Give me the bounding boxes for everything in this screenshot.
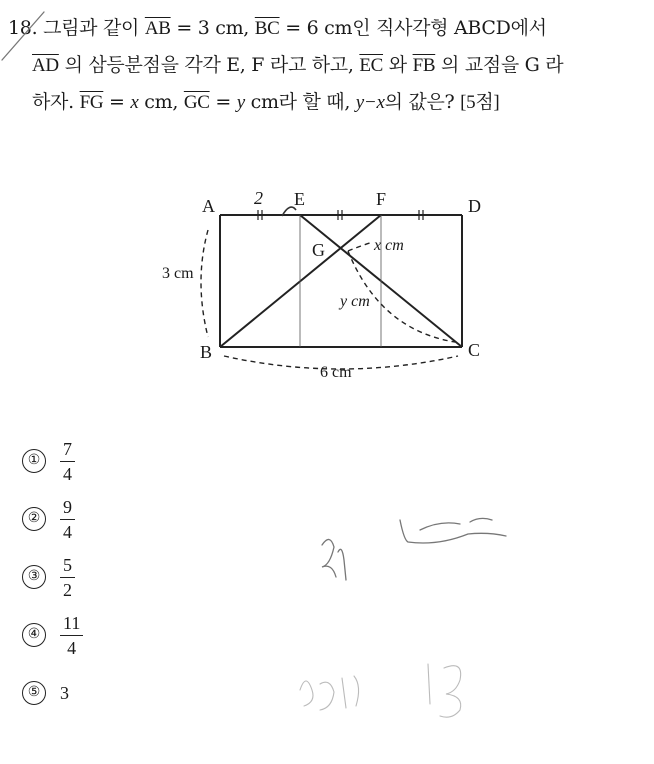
variable-x: x [130, 92, 139, 113]
fraction [60, 497, 75, 542]
answer-choices [22, 432, 222, 722]
problem-text-fragment: 의 값은? [384, 91, 461, 113]
problem-line-2 [8, 47, 648, 84]
choice-number: ⑤ [22, 681, 46, 705]
faint-pencil-marks [300, 676, 359, 710]
label-f: F [376, 189, 387, 209]
variable-y: y [236, 92, 245, 113]
problem-text-fragment: = 6 cm인 직사각형 ABCD에서 [279, 17, 547, 39]
dimension-curve-fg [348, 242, 373, 251]
problem-text-fragment: 의 교점을 G 라 [435, 54, 564, 76]
problem-text-fragment: 그림과 같이 [43, 17, 145, 39]
choice-2[interactable] [22, 490, 222, 548]
denominator: 2 [63, 579, 72, 600]
segment-ad: $\overline{AD}$ [32, 55, 59, 76]
choice-3[interactable] [22, 548, 222, 606]
segment-ab: $\overline{AB}$ [144, 18, 171, 39]
choice-5[interactable] [22, 664, 222, 722]
diagram-svg [150, 180, 510, 395]
denominator: 4 [63, 463, 72, 484]
segment-bc: $\overline{BC}$ [254, 18, 280, 39]
fraction [60, 439, 75, 484]
numerator: 9 [60, 497, 75, 520]
numerator: 5 [60, 555, 75, 578]
choice-value: 3 [60, 682, 69, 703]
problem-text-fragment: = [209, 91, 237, 113]
label-gc-length: y cm [340, 293, 370, 310]
label-g: G [312, 240, 325, 260]
problem-text-fragment: cm, [138, 91, 184, 113]
problem-text-fragment: = [103, 91, 131, 113]
problem-text-fragment: 의 삼등분점을 각각 E, F 라고 하고, [58, 54, 360, 76]
problem-line-1 [8, 10, 648, 47]
label-fg-length: x cm [374, 237, 404, 254]
choice-number: ④ [22, 623, 46, 647]
pencil-scribble [400, 518, 506, 543]
choice-number: ① [22, 449, 46, 473]
handwritten-two: 2 [254, 188, 263, 208]
label-side-bc: 6 cm [320, 364, 352, 381]
label-e: E [294, 189, 305, 209]
choice-4[interactable] [22, 606, 222, 664]
label-c: C [468, 340, 481, 360]
points-badge: [5점] [460, 92, 500, 113]
segment-ec: $\overline{EC}$ [359, 55, 384, 76]
problem-text-fragment: 하자. [32, 91, 80, 113]
label-a: A [202, 196, 215, 216]
choice-number: ② [22, 507, 46, 531]
problem-number: 18. [8, 17, 38, 39]
choice-number: ③ [22, 565, 46, 589]
segment-gc: $\overline{GC}$ [183, 92, 210, 113]
label-side-ab: 3 cm [162, 265, 194, 282]
problem-line-3 [8, 84, 648, 121]
segment-fg: $\overline{FG}$ [79, 92, 104, 113]
rectangle-diagram [150, 180, 510, 395]
label-b: B [200, 342, 213, 362]
fraction [60, 555, 75, 600]
pencil-scribble [322, 539, 346, 580]
denominator: 4 [63, 521, 72, 542]
problem-text-fragment: = 3 cm, [170, 17, 255, 39]
segment-fb-line [220, 215, 381, 347]
numerator: 11 [60, 613, 83, 636]
dimension-curve-ab [201, 230, 208, 337]
faint-pencil-marks [428, 664, 461, 717]
fraction [60, 613, 83, 658]
denominator: 4 [67, 637, 77, 658]
label-d: D [468, 196, 481, 216]
problem-text-fragment: cm라 할 때, [244, 91, 356, 113]
numerator: 7 [60, 439, 75, 462]
expression-y-minus-x: y−x [355, 92, 385, 113]
choice-1[interactable] [22, 432, 222, 490]
segment-fb: $\overline{FB}$ [412, 55, 436, 76]
problem-text [8, 10, 648, 121]
problem-text-fragment: 와 [383, 54, 413, 76]
